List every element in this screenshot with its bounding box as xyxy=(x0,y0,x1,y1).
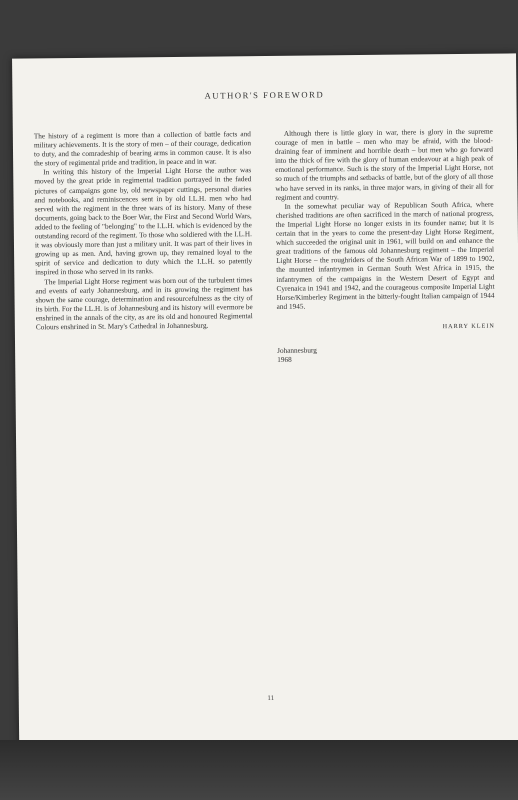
book-page xyxy=(12,53,518,800)
year: 1968 xyxy=(277,355,292,364)
place: Johannesburg xyxy=(277,346,317,355)
place-date xyxy=(277,345,495,365)
author-signature: HARRY KLEIN xyxy=(442,322,495,331)
left-column xyxy=(34,130,253,332)
right-column xyxy=(275,128,495,365)
page-number: 11 xyxy=(267,693,275,703)
left-paragraph-3: The Imperial Light Horse regiment was born out of the turbulent times and events of early Johannesburg, and in its growing the regiment has shown the same courage, determination and resourcefulness as the city of its birth. For the I.L.H. is of Johannesburg and its history will evermore be enshrined in the annals of the city, as are its old and honoured Regimental Colours enshrined in St. Mary's Cathedral in Johannesburg. xyxy=(35,275,253,332)
right-paragraph-2: In the somewhat peculiar way of Republican South Africa, where cherished traditions are often sacrificed in the march of national progress, the Imperial Light Horse no longer exists in its founder name; but it is certain that in the years to come the present-day Light Horse Regiment, which succeeded the original unit in 1961, will build on and enhance the great traditions of the famous old Johannesburg regiment – the Imperial Light Horse – the roughriders of the South African War of 1899 to 1902, the mounted infantrymen in German South West Africa in 1915, the infantrymen of the campaigns in the Western Desert of Egypt and Cyrenaica in 1941 and 1942, and the courageous composite Imperial Light Horse/Kimberley Regiment in the bitterly-fought Italian campaign of 1944 and 1945. xyxy=(275,200,495,311)
left-paragraph-2: In writing this history of the Imperial Light Horse the author was moved by the great pride in regimental tradition portrayed in the faded pictures of campaigns gone by, old newspaper cuttings, personal diaries and notebooks, and reminiscences sent in by old I.L.H. men who had served with the regiment in the three wars of its history. Many of these documents, going back to the Boer War, the First and Second World Wars, added to the feeling of "belonging" to the I.L.H. which is evidenced by the outstanding record of the regiment. To those who soldiered with the I.L.H. it was obviously more than just a military unit. It was part of their lives in growing up as men. And, having grown up, they remained loyal to the spirit of service and dedication to duty which the I.L.H. so patently inspired in those who served in its ranks. xyxy=(34,166,253,277)
page-title: AUTHOR'S FOREWORD xyxy=(204,89,325,101)
right-paragraph-1: Although there is little glory in war, there is glory in the supreme courage of men in battle – men who may be afraid, with the blood-draining fear of imminent and horrible death – but men who go forward into the thick of fire with the glory of human endeavour at a high peak of emotional performance. Such is the story of the Imperial Light Horse, not so much of the triumphs and setbacks of battle, but of the glory of all those who have served in its ranks, in three major wars, in giving of their all for regiment and country. xyxy=(274,127,494,202)
background-surface xyxy=(0,740,518,800)
left-paragraph-1: The history of a regiment is more than a collection of battle facts and military achievements. It is the story of men – of their courage, dedication to duty, and the comradeship of bearing arms in common cause. It is also the story of regimental pride and tradition, in peace and in war. xyxy=(33,130,252,168)
